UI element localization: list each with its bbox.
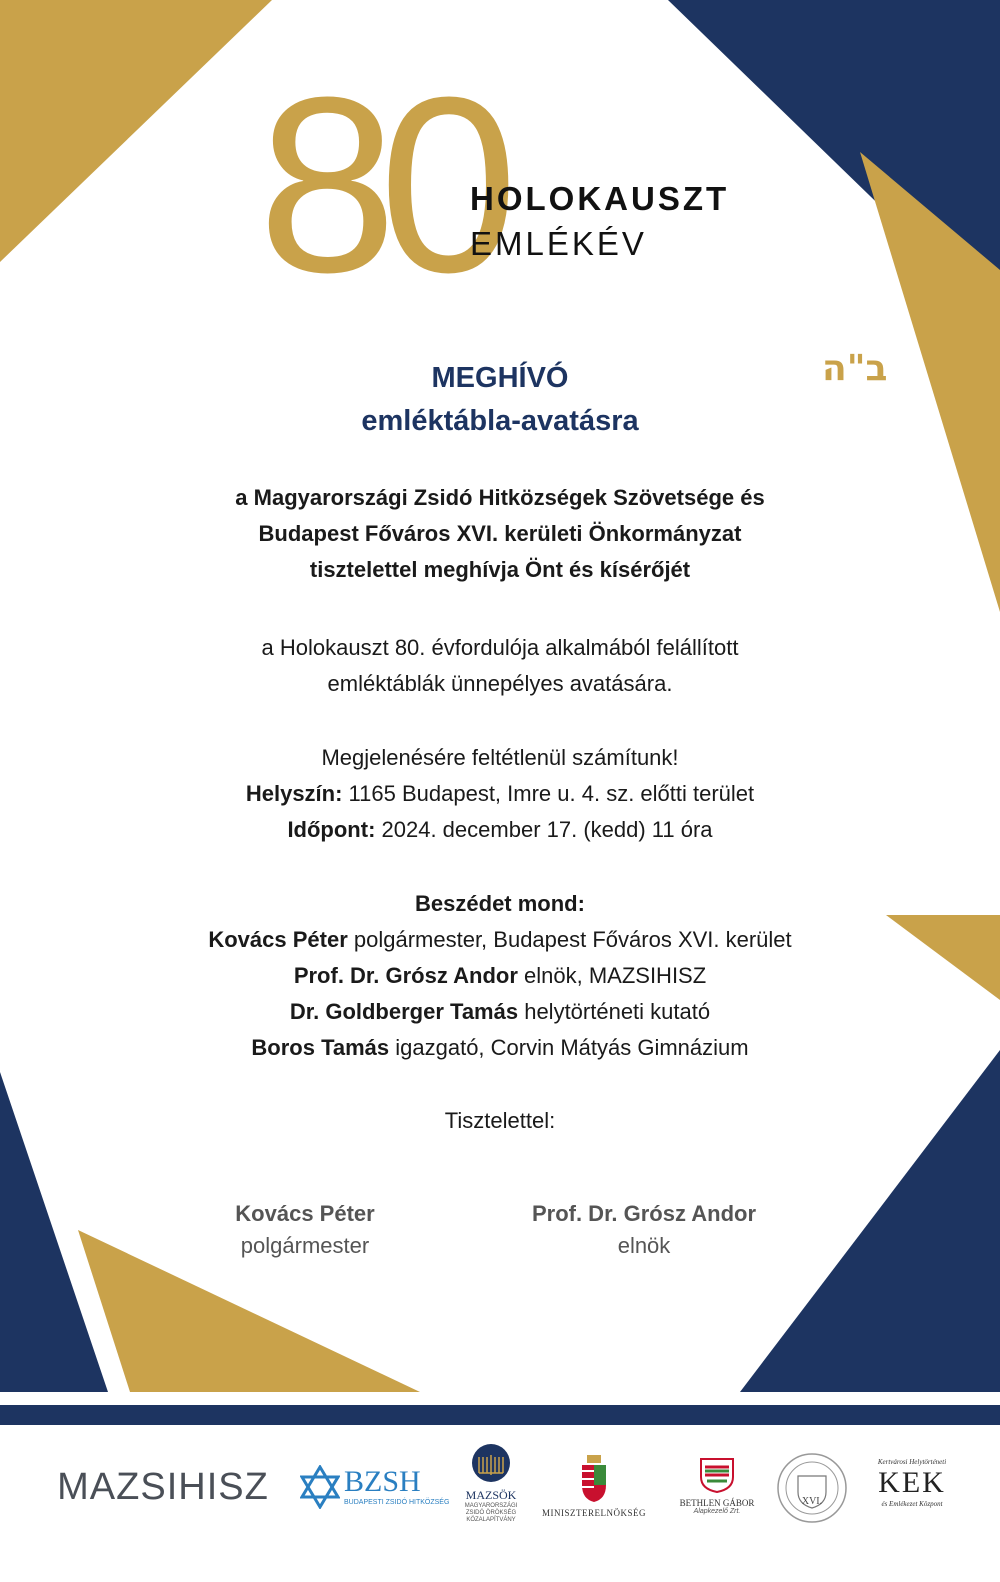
speaker-name: Kovács Péter (208, 927, 348, 952)
expect-line: Megjelenésére feltétlenül számítunk! (321, 745, 679, 770)
xvi-district-seal (776, 1452, 848, 1524)
speakers-block (0, 886, 1000, 1066)
anniversary-number: 80 (258, 45, 501, 324)
speaker-line (0, 994, 1000, 1030)
gold-triangle-top-left (0, 0, 272, 262)
kek-bottom-text: és Emlékezet Központ (881, 1500, 943, 1508)
occasion-line: a Holokauszt 80. évfordulója alkalmából felállított (261, 635, 739, 660)
signature-president (494, 1198, 794, 1262)
mazsok-logo-subtitle: ZSIDÓ ÖRÖKSÉG (465, 1510, 517, 1516)
signature-mayor (155, 1198, 455, 1262)
bzsh-logo-subtitle: BUDAPESTI ZSIDÓ HITKÖZSÉG (344, 1499, 450, 1506)
occasion-line: emléktáblák ünnepélyes avatására. (327, 671, 673, 696)
mazsok-logo (455, 1443, 527, 1524)
closing-text: Tisztelettel: (444, 1108, 556, 1133)
mazsihisz-logo-text: MAZSIHISZ (57, 1466, 269, 1508)
mazsok-logo-text: MAZSÖK (465, 1488, 517, 1502)
bethlen-gabor-text: BETHLEN GÁBOR (679, 1498, 755, 1508)
bethlen-gabor-logo (672, 1455, 762, 1515)
invitation-title: MEGHÍVÓ (431, 362, 569, 394)
speaker-role: polgármester, Budapest Főváros XVI. kerület (347, 927, 792, 952)
bzsh-logo-text: BZSH (344, 1465, 421, 1498)
hebrew-abbreviation: ב"ה (822, 348, 888, 389)
speaker-role: elnök, MAZSIHISZ (517, 963, 707, 988)
time-value: 2024. december 17. (kedd) 11 óra (375, 817, 713, 842)
host-line: tisztelettel meghívja Önt és kísérőjét (309, 557, 691, 582)
mazsok-logo-subtitle: KÖZALAPÍTVÁNY (466, 1517, 516, 1523)
details-block (0, 740, 1000, 848)
footer-bar (0, 1405, 1000, 1425)
location-value: 1165 Budapest, Imre u. 4. sz. előtti terület (342, 781, 755, 806)
invitation-subtitle: emléktábla-avatásra (361, 405, 639, 437)
kek-top-text: Kertvárosi Helytörténeti (877, 1458, 947, 1466)
holokauszt-title: HOLOKAUSZT (470, 180, 730, 217)
time-label: Időpont: (287, 817, 376, 842)
speaker-name: Dr. Goldberger Tamás (289, 999, 519, 1024)
location-label: Helyszín: (245, 781, 343, 806)
kek-logo (866, 1458, 958, 1508)
bethlen-shield-icon (697, 1455, 737, 1493)
mazsihisz-logo (38, 1466, 288, 1509)
menorah-icon (467, 1443, 515, 1483)
miniszterelnokseg-text: MINISZTERELNÖKSÉG (542, 1508, 646, 1518)
time-line (0, 812, 1000, 848)
host-line: a Magyarországi Zsidó Hitközségek Szövetsége és (235, 485, 765, 510)
bethlen-gabor-subtitle: Alapkezelő Zrt. (693, 1508, 741, 1515)
speaker-line (0, 958, 1000, 994)
district-seal-icon (776, 1452, 848, 1524)
miniszterelnokseg-logo (534, 1455, 654, 1518)
xvi-seal-text: XVI. (801, 1496, 823, 1507)
speakers-heading: Beszédet mond: (415, 891, 585, 916)
hosts-block (0, 480, 1000, 588)
speaker-line (0, 1030, 1000, 1066)
signature-title: polgármester (240, 1233, 370, 1258)
signature-name: Prof. Dr. Grósz Andor (531, 1201, 757, 1226)
speaker-role: helytörténeti kutató (518, 999, 711, 1024)
emlekev-subtitle: EMLÉKÉV (470, 225, 647, 262)
star-of-david-icon (300, 1465, 340, 1509)
occasion-block (0, 630, 1000, 702)
location-line (0, 776, 1000, 812)
speaker-name: Prof. Dr. Grósz Andor (293, 963, 518, 988)
signature-title: elnök (617, 1233, 671, 1258)
mazsok-logo-subtitle: MAGYARORSZÁGI (464, 1503, 518, 1509)
hungarian-coat-of-arms-icon (579, 1455, 609, 1503)
kek-logo-text: KEK (878, 1466, 946, 1499)
speaker-name: Boros Tamás (251, 1035, 390, 1060)
signature-name: Kovács Péter (235, 1201, 375, 1226)
speaker-line (0, 922, 1000, 958)
bzsh-logo (300, 1465, 450, 1515)
host-line: Budapest Főváros XVI. kerületi Önkormányzat (258, 521, 742, 546)
speaker-role: igazgató, Corvin Mátyás Gimnázium (389, 1035, 749, 1060)
